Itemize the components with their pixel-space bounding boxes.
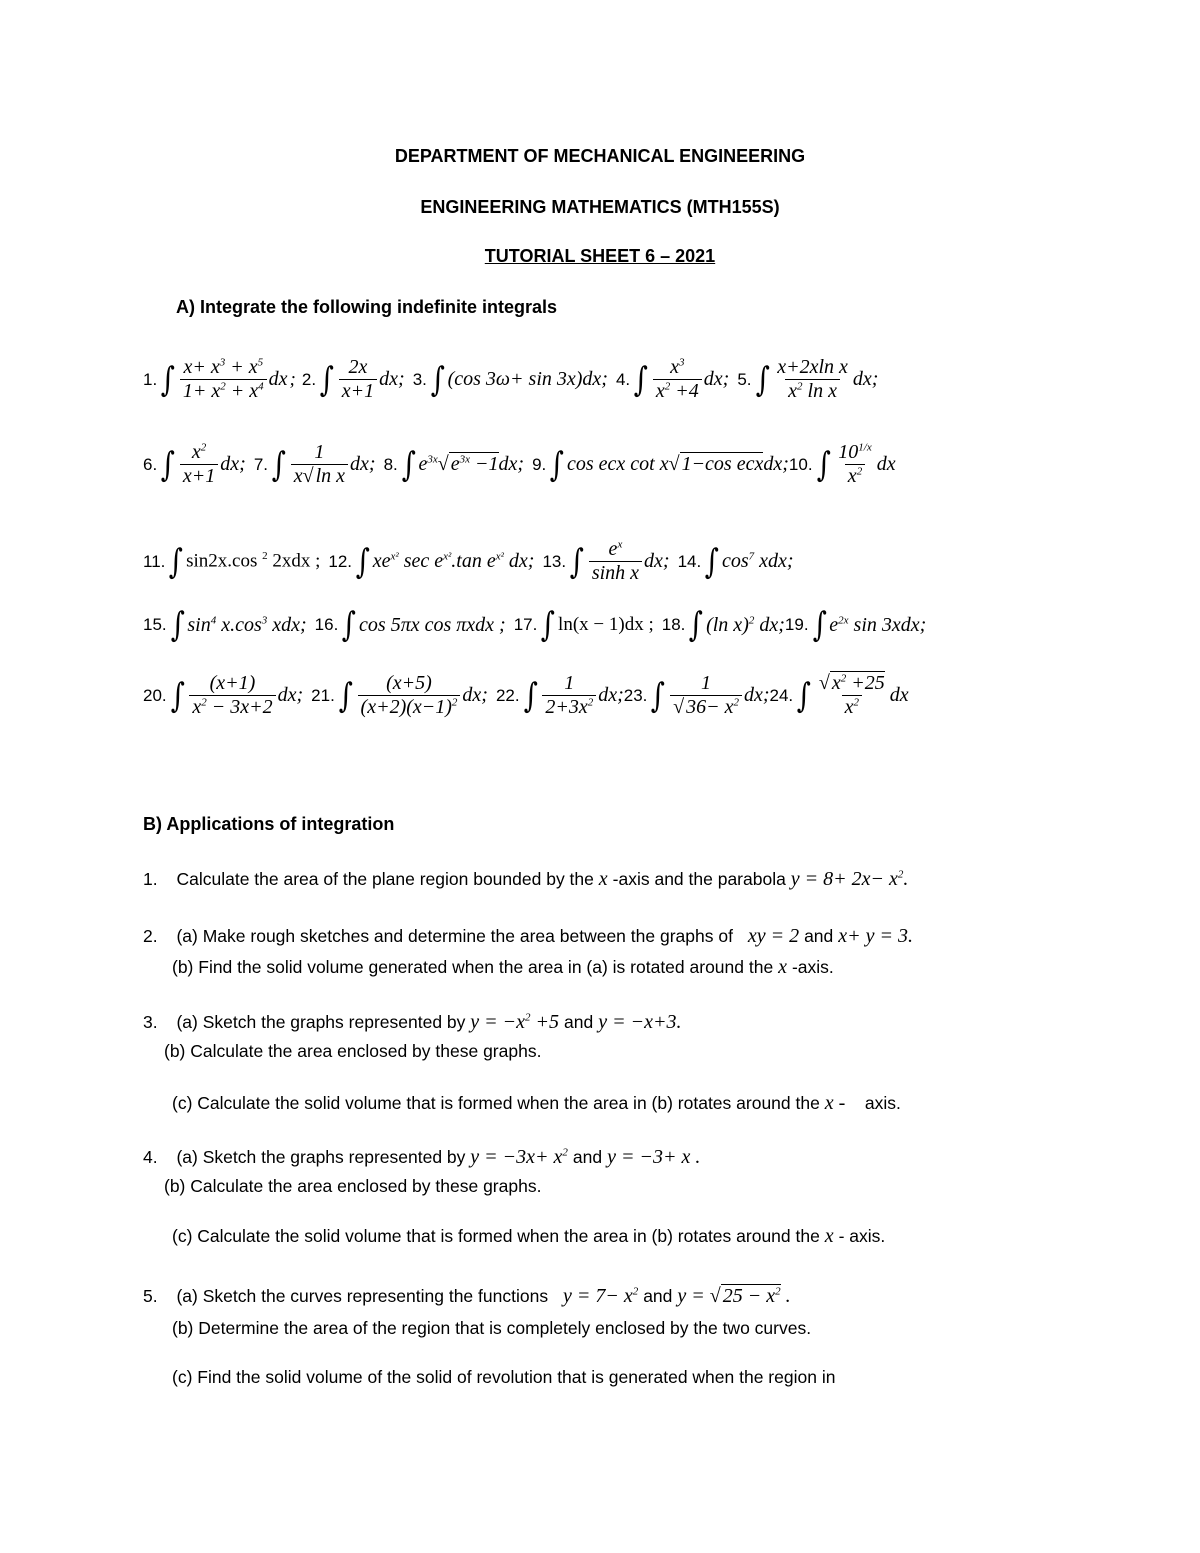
question-3b: (b) Calculate the area enclosed by these graphs. xyxy=(164,1041,542,1061)
question-5b: (b) Determine the area of the region that is completely enclosed by the two curves. xyxy=(172,1318,812,1338)
question-2a: 2. (a) Make rough sketches and determine the area between the graphs of xy = 2 and x+ y = 3. xyxy=(143,925,914,947)
section-a-title: A) Integrate the following indefinite integrals xyxy=(176,297,558,317)
question-4-number: 4. xyxy=(143,1147,158,1167)
integral-row-3: 11. ∫ sin2x.cos $^2$ 2xdx ; 12. ∫ $xe^{x^2}$ $\sec e^{x^2}.\tan$ $e^{x^2}$ dx; 13. ∫ $\frac{e^x}{\text{sinh x}}$ dx; 14. ∫ $\cos^7$ xdx; xyxy=(143,538,794,584)
question-4c-text: (c) Calculate the solid volume that is formed when the area in (b) rotates around the xyxy=(172,1226,820,1246)
section-b-title: B) Applications of integration xyxy=(143,814,395,834)
question-2b: (b) Find the solid volume generated when the area in (a) is rotated around the x -axis. xyxy=(172,956,834,978)
question-2b-text: (b) Find the solid volume generated when the area in (a) is rotated around the xyxy=(172,957,774,977)
question-4c: (c) Calculate the solid volume that is formed when the area in (b) rotates around the x - axis. xyxy=(172,1225,886,1247)
question-5c: (c) Find the solid volume of the solid of revolution that is generated when the region in xyxy=(172,1367,836,1387)
integral-row-1: 1. ∫ $\frac{x+ x^3 + x^5}{1+ x^2 + x^4}$ dx ; 2. ∫ $\frac{2x}{x+1}$ dx; 3. ∫ (cos 3ω+ sin 3x)dx; 4. ∫ $\frac{x^3}{x^2 +4}$ dx; 5. ∫ $\frac{\text{x+2xln x}}{x^2 \ln x}$ dx; xyxy=(143,356,879,402)
department-title: DEPARTMENT OF MECHANICAL ENGINEERING xyxy=(394,146,806,166)
integral-row-5: 20. ∫ $\frac{(x+1)}{x^2 - 3x+2}$ dx; 21. ∫ $\frac{(x+5)}{(x+2)(x-1)^2}$ dx; 22. ∫ $\frac{1}{2+3x^2}$ dx; 23. ∫ $\frac{1}{√ 36- x^2}$ dx; 24. ∫ $\frac{√ x^2 +25}{x^2}$ dx xyxy=(143,672,909,718)
sheet-title: TUTORIAL SHEET 6 – 2021 xyxy=(484,246,716,266)
integral-row-4: 15. ∫ $\sin^4 x.\cos^3$ xdx; 16. ∫ cos 5πx cos πxdx ; 17. ∫ ln(x − 1)dx ; 18. ∫ (ln x)$^2$ dx; 19. ∫ $e^{2x}$ sin 3xdx; xyxy=(143,605,927,645)
question-1-text: Calculate the area of the plane region bounded by the xyxy=(176,869,594,889)
question-3a: 3. (a) Sketch the graphs represented by $y = -x^2 +5$ and y = −x+3. xyxy=(143,1011,682,1033)
question-2b-end: -axis. xyxy=(791,957,834,977)
question-1: 1. Calculate the area of the plane region bounded by the x -axis and the parabola $y = 8+ 2x- x^2$. xyxy=(143,868,909,890)
question-3-number: 3. xyxy=(143,1012,158,1032)
question-4a-text: (a) Sketch the graphs represented by xyxy=(176,1147,466,1167)
question-5-number: 5. xyxy=(143,1286,158,1306)
question-5-and: and xyxy=(643,1286,673,1306)
question-3c-end: axis. xyxy=(864,1093,901,1113)
question-2-number: 2. xyxy=(143,926,158,946)
question-3c: (c) Calculate the solid volume that is formed when the area in (b) rotates around the x - axis. xyxy=(172,1092,901,1114)
question-3c-text: (c) Calculate the solid volume that is formed when the area in (b) rotates around the xyxy=(172,1093,820,1113)
integral-row-2: 6. ∫ $\frac{x^2}{x+1}$ dx; 7. ∫ $\frac{1}{\text{x√ ln x}}$ dx; 8. ∫ $e^{3x}√$ $e^{3x} -1dx$; 9. ∫ cos ecx cot x√ 1−cos ecxdx; 10. ∫ $\frac{10^{1/x}}{x^2}$ dx xyxy=(143,441,896,487)
question-1-text-mid: -axis and the parabola xyxy=(612,869,786,889)
question-4c-end: - axis. xyxy=(838,1226,886,1246)
question-5a: 5. (a) Sketch the curves representing the functions $y = 7- x^2$ and y = √ $25 - x^2$ . xyxy=(143,1285,791,1307)
question-3a-text: (a) Sketch the graphs represented by xyxy=(176,1012,466,1032)
course-title: ENGINEERING MATHEMATICS (MTH155S) xyxy=(420,197,780,217)
question-5a-text: (a) Sketch the curves representing the functions xyxy=(176,1286,549,1306)
question-3-and: and xyxy=(564,1012,594,1032)
question-2-and: and xyxy=(804,926,834,946)
question-1-number: 1. xyxy=(143,869,158,889)
question-4b: (b) Calculate the area enclosed by these graphs. xyxy=(164,1176,542,1196)
question-2a-text: (a) Make rough sketches and determine the area between the graphs of xyxy=(176,926,733,946)
question-4a: 4. (a) Sketch the graphs represented by $y = -3x+ x^2$ and y = −3+ x . xyxy=(143,1146,701,1168)
question-4-and: and xyxy=(572,1147,603,1167)
